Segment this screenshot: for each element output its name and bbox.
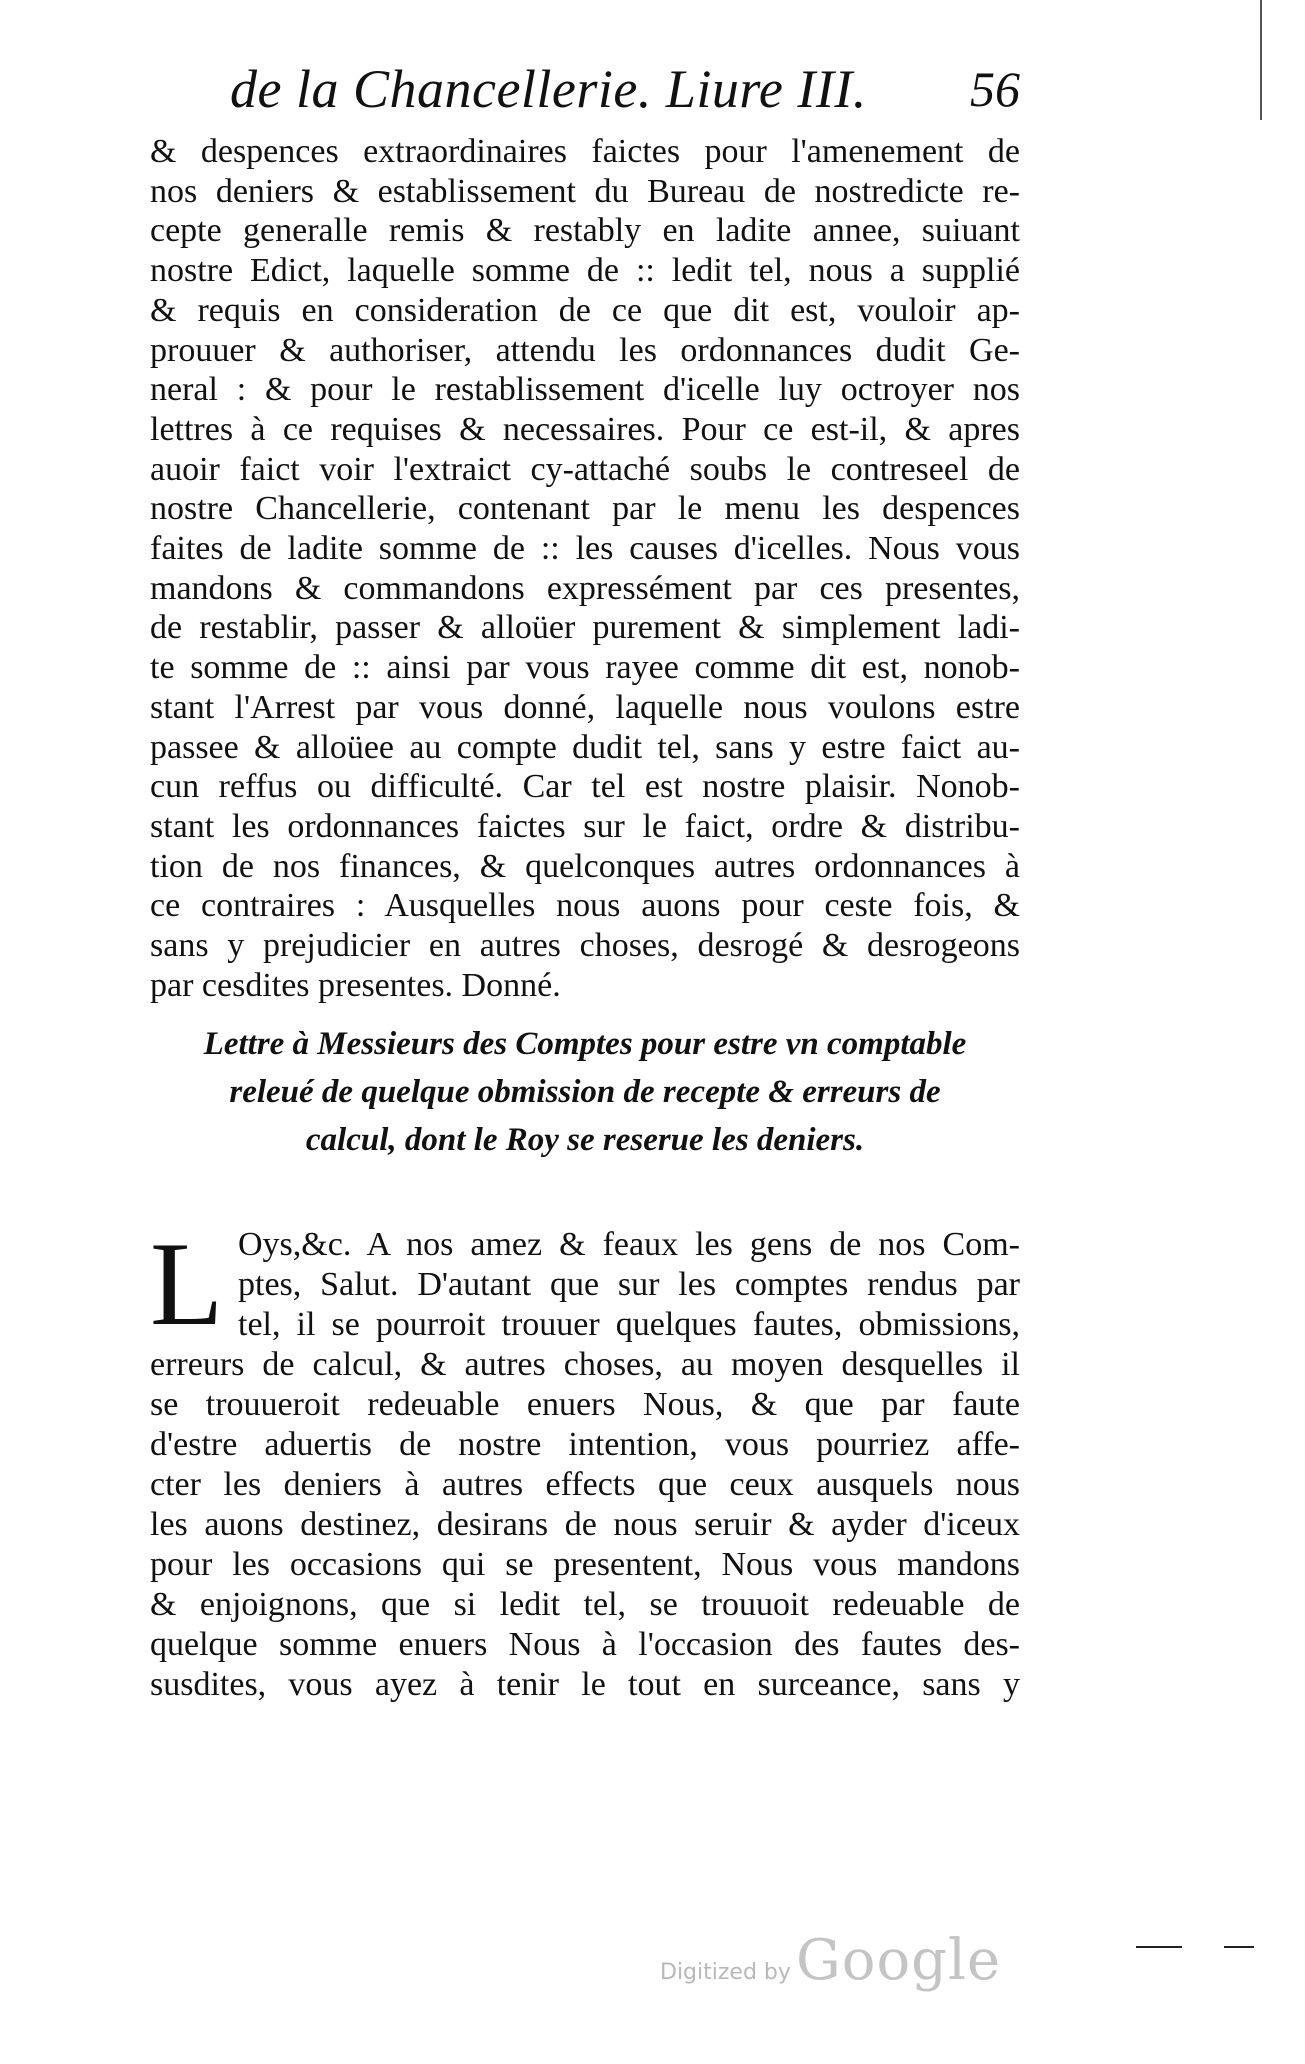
heading-line: Lettre à Messieurs des Comptes pour estre vn comptable: [203, 1026, 967, 1062]
body-line: stant l'Arrest par vous donné, laquelle nous voulons estre: [150, 688, 1020, 726]
watermark-prefix: Digitized by: [660, 1960, 791, 1985]
running-head: [230, 58, 1020, 128]
page-number: 56: [970, 61, 1020, 117]
heading-line: calcul, dont le Roy se reserue les deniers.: [305, 1122, 865, 1158]
scan-mark: [1136, 1946, 1182, 1948]
body-line: lettres à ce requises & necessaires. Pour ce est-il, & apres: [150, 410, 1020, 448]
letter-line: susdites, vous ayez à tenir le tout en surceance, sans y: [150, 1666, 1020, 1703]
body-line: tion de nos finances, & quelconques autres ordonnances à: [150, 847, 1020, 885]
digitized-by-google-watermark: [660, 1928, 1000, 1998]
heading-line: releué de quelque obmission de recepte & erreurs de: [229, 1074, 941, 1110]
google-logo: Google: [796, 1928, 1002, 1993]
body-line: nostre Chancellerie, contenant par le menu les despences: [150, 490, 1020, 528]
body-line: ce contraires : Ausquelles nous auons pour ceste fois, &: [150, 887, 1020, 925]
body-line: nos deniers & establissement du Bureau de nostredicte re-: [150, 172, 1020, 210]
section-heading: [150, 1020, 1020, 1164]
letter-line: Oys,&c. A nos amez & feaux les gens de nos Com-: [238, 1226, 1020, 1263]
letter-line: pour les occasions qui se presentent, Nous vous mandons: [150, 1546, 1020, 1583]
drop-cap: L: [150, 1217, 224, 1350]
scan-mark: [1224, 1946, 1254, 1948]
letter-line: tel, il se pourroit trouuer quelques fautes, obmissions,: [238, 1306, 1020, 1343]
body-line: sans y prejudicier en autres choses, desrogé & desrogeons: [150, 927, 1020, 965]
letter-line: quelque somme enuers Nous à l'occasion des fautes des-: [150, 1626, 1020, 1663]
letter-line: se trouueroit redeuable enuers Nous, & que par faute: [150, 1386, 1020, 1423]
body-line: par cesdites presentes. Donné.: [150, 966, 561, 1004]
running-head-title: de la Chancellerie. Liure III.: [230, 59, 867, 119]
body-line: stant les ordonnances faictes sur le faict, ordre & distribu-: [150, 807, 1020, 845]
body-line: mandons & commandons expressément par ces presentes,: [150, 569, 1020, 607]
body-line: & requis en consideration de ce que dit est, vouloir ap-: [150, 291, 1020, 329]
body-line: nostre Edict, laquelle somme de :: ledit tel, nous a supplié: [150, 252, 1020, 290]
scan-mark: [1260, 0, 1262, 120]
body-line: auoir faict voir l'extraict cy-attaché soubs le contreseel de: [150, 450, 1020, 488]
body-line: prouuer & authoriser, attendu les ordonnances dudit Ge-: [150, 331, 1020, 369]
body-line: de restablir, passer & alloüer purement & simplement ladi-: [150, 609, 1020, 647]
body-line: cepte generalle remis & restably en ladite annee, suiuant: [150, 212, 1020, 250]
letter-line: erreurs de calcul, & autres choses, au moyen desquelles il: [150, 1346, 1020, 1383]
letter-line: & enjoignons, que si ledit tel, se trouuoit redeuable de: [150, 1586, 1020, 1623]
body-line: passee & alloüee au compte dudit tel, sans y estre faict au-: [150, 728, 1020, 766]
body-line: cun reffus ou difficulté. Car tel est nostre plaisir. Nonob-: [150, 768, 1020, 806]
letter-line: d'estre aduertis de nostre intention, vous pourriez affe-: [150, 1426, 1020, 1463]
letter-line: cter les deniers à autres effects que ceux ausquels nous: [150, 1466, 1020, 1503]
body-text: [150, 132, 1020, 1005]
body-line: & despences extraordinaires faictes pour l'amenement de: [150, 133, 1020, 170]
body-line: faites de ladite somme de :: les causes d'icelles. Nous vous: [150, 530, 1020, 568]
letter-line: ptes, Salut. D'autant que sur les comptes rendus par: [238, 1266, 1020, 1303]
letter-text: [150, 1217, 1020, 1705]
body-line: te somme de :: ainsi par vous rayee comme dit est, nonob-: [150, 649, 1020, 687]
letter-line: les auons destinez, desirans de nous seruir & ayder d'iceux: [150, 1506, 1020, 1543]
body-line: neral : & pour le restablissement d'icelle luy octroyer nos: [150, 371, 1020, 409]
